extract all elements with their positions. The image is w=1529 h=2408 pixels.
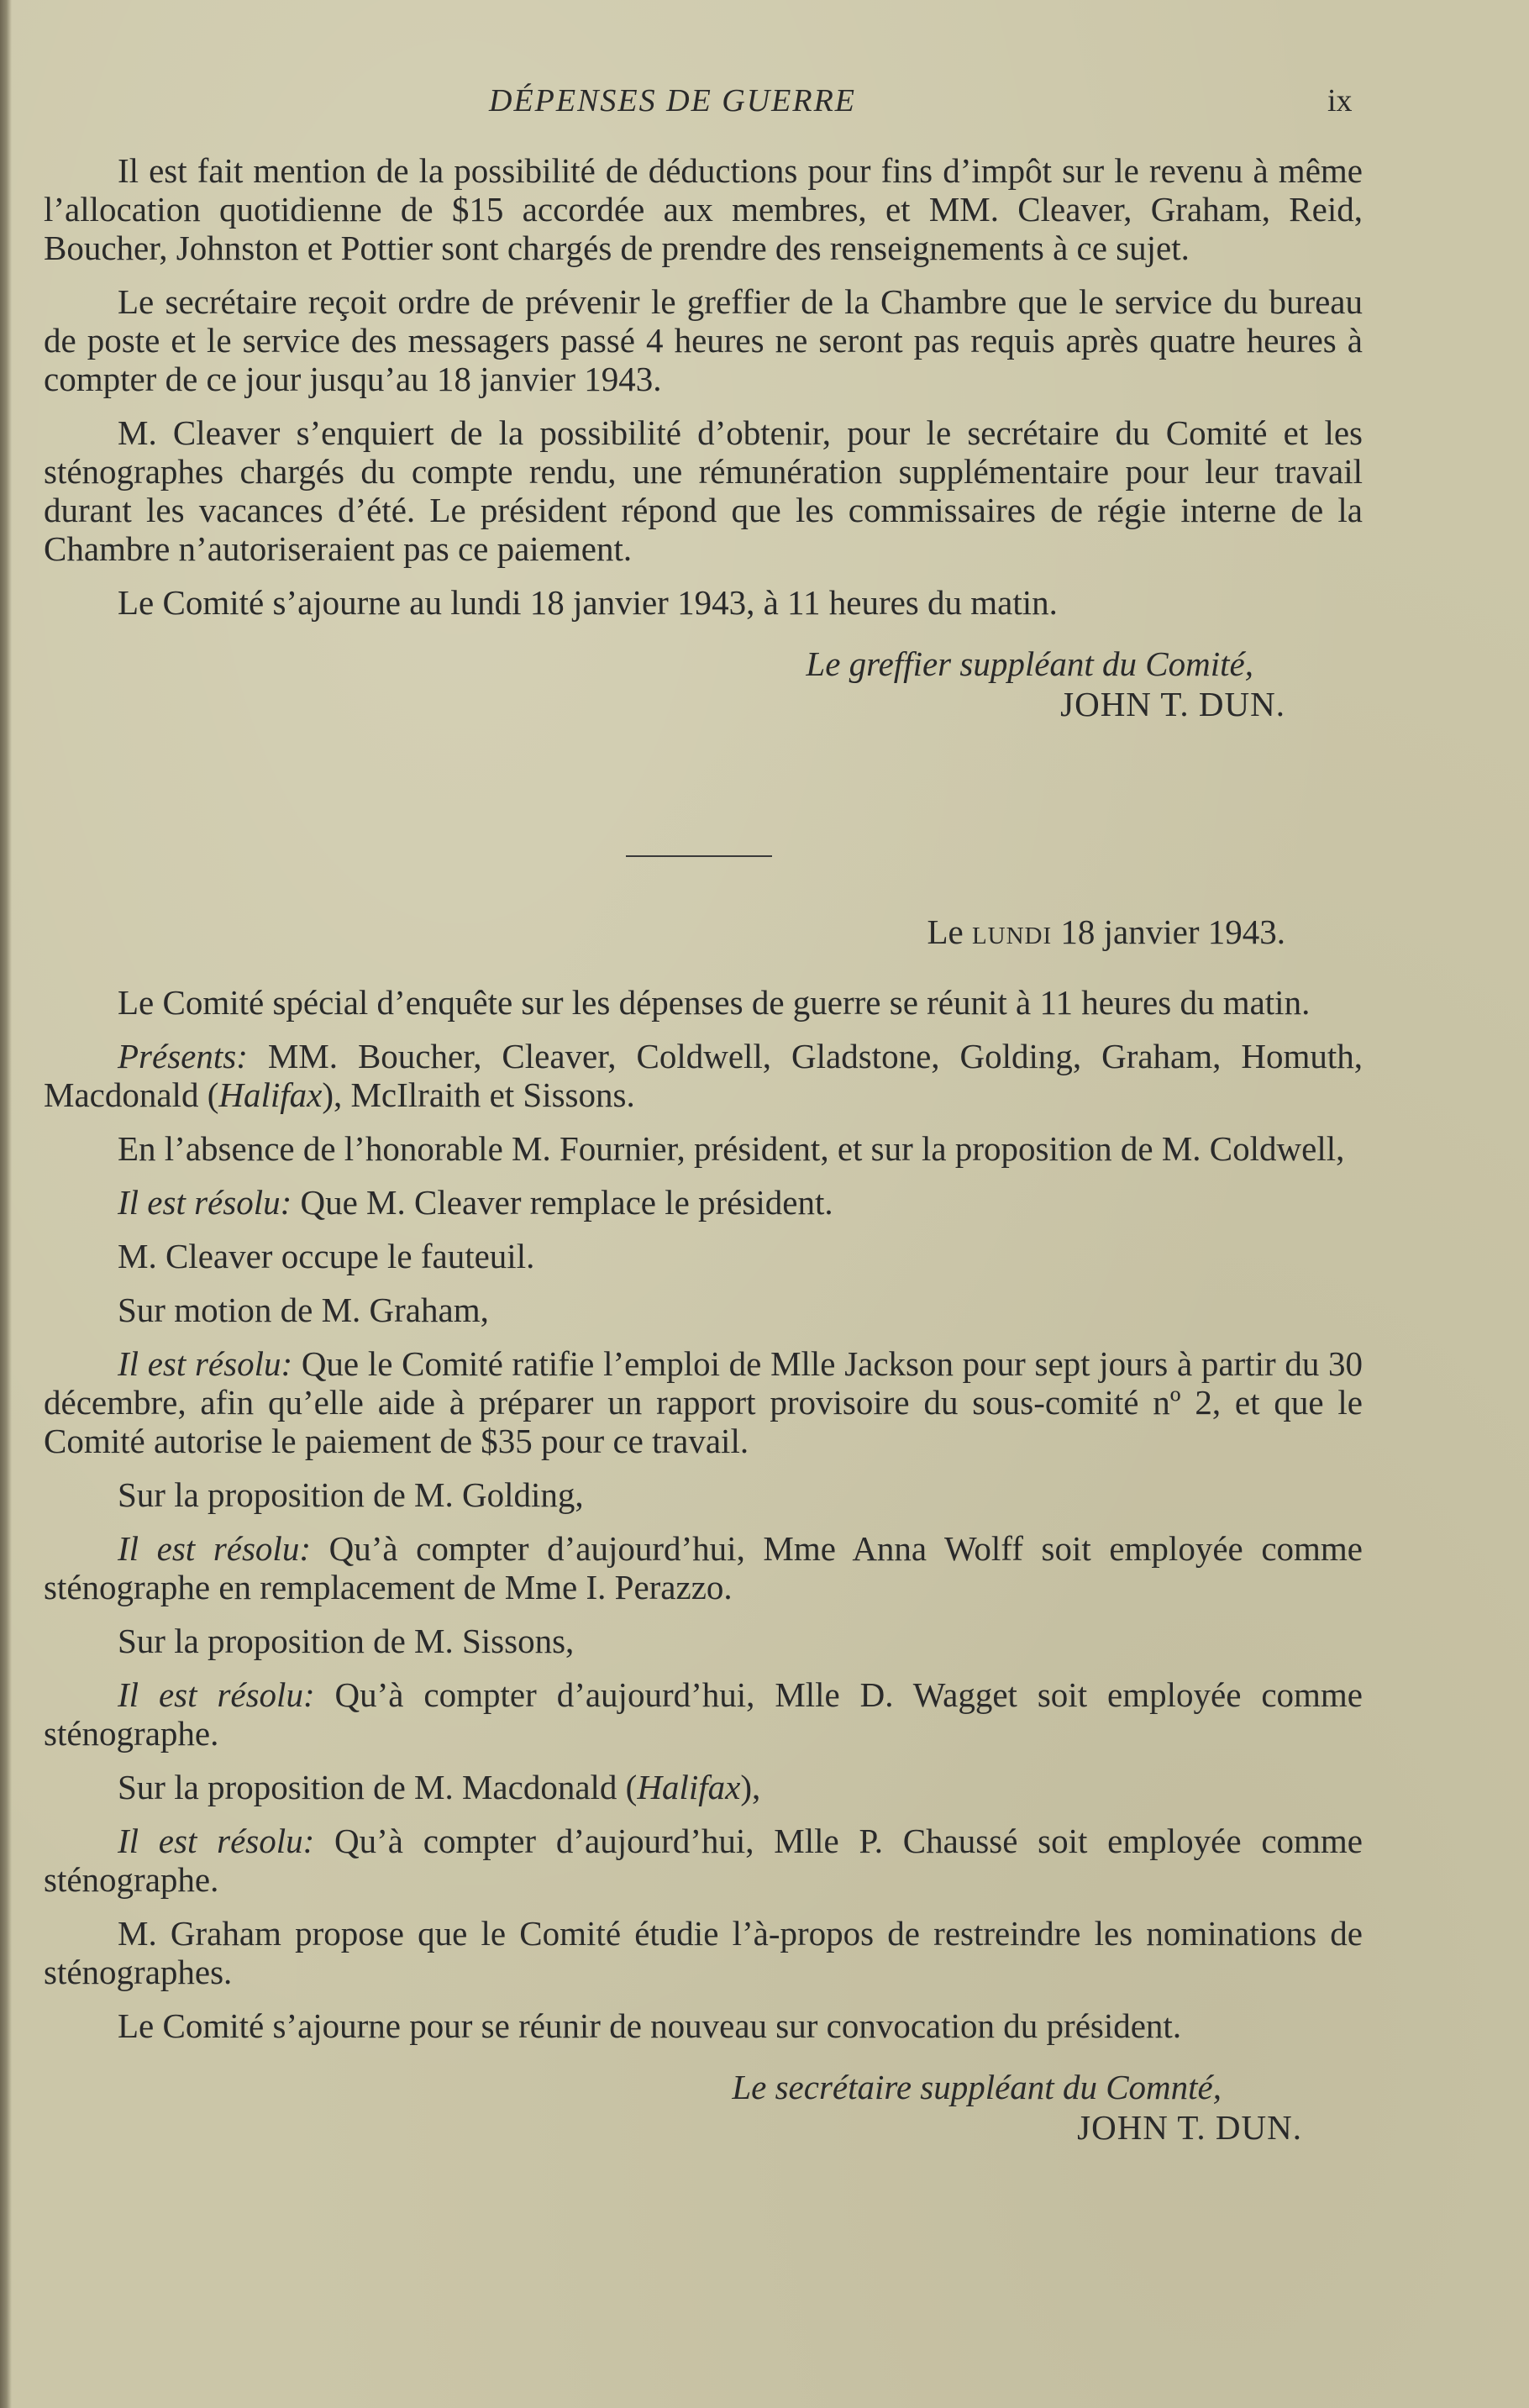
signature-title: Le greffier suppléant du Comité,: [806, 644, 1253, 683]
proposal-paragraph: M. Graham propose que le Comité étudie l’à-propos de restreindre les nominations de sténographes.: [44, 1914, 1363, 1991]
presents-text: MM. Boucher, Cleaver, Coldwell, Gladstone, Golding, Graham, Homuth, Macdonald (: [44, 1037, 1363, 1114]
signature-block: [44, 2067, 1363, 2148]
motion-paragraph: Sur la proposition de M. Golding,: [118, 1475, 584, 1514]
absence-paragraph: En l’absence de l’honorable M. Fournier, président, et sur la proposition de M. Coldwell,: [118, 1129, 1345, 1168]
motion-paragraph: Sur la proposition de M. Sissons,: [118, 1622, 575, 1660]
signature-block: [44, 644, 1363, 724]
resolution-label: Il est résolu:: [118, 1529, 311, 1568]
resolution-text: Qu’à compter d’aujourd’hui, Mlle D. Wagget soit employée comme sténographe.: [44, 1675, 1363, 1753]
presents-label: Présents:: [118, 1037, 248, 1075]
resolution-text: Que le Comité ratifie l’emploi de Mlle Jackson pour sept jours à partir du 30 décembre, afin qu’elle aide à préparer un rapport provisoire du sous-comité nº 2, et que le Comité autorise le paiement de $35 pour ce travail.: [44, 1344, 1363, 1460]
meeting-date: [0, 912, 1285, 951]
date-day: lundi: [971, 912, 1053, 951]
chair-paragraph: M. Cleaver occupe le fauteuil.: [118, 1237, 535, 1275]
resolution-paragraph: [44, 1822, 1363, 1899]
resolution-paragraph: [44, 1183, 1363, 1222]
paragraph: M. Cleaver s’enquiert de la possibilité d’obtenir, pour le secrétaire du Comité et les sténographes chargés du compte rendu, une rémunération supplémentaire pour leur travail durant les vacances d’été. Le président répond que les commissaires de régie interne de la Chambre n’autoriseraient pas ce paiement.: [44, 413, 1363, 568]
adjourn-paragraph: Le Comité s’ajourne pour se réunir de nouveau sur convocation du président.: [118, 2006, 1182, 2045]
resolution-paragraph: [44, 1675, 1363, 1753]
section-second-meeting: [44, 983, 1363, 2148]
motion-paragraph: [44, 1768, 1363, 1806]
resolution-text: Qu’à compter d’aujourd’hui, Mme Anna Wolff soit employée comme sténographe en remplacement de Mme I. Perazzo.: [44, 1529, 1363, 1606]
presents-paragraph: [44, 1037, 1363, 1114]
paragraph: Il est fait mention de la possibilité de déductions pour fins d’impôt sur le revenu à même l’allocation quotidienne de $15 accordée aux membres, et MM. Cleaver, Graham, Reid, Boucher, Johnston et Pottier sont chargés de prendre des renseignements à ce sujet.: [44, 151, 1363, 267]
motion-halifax: Halifax: [637, 1768, 741, 1806]
date-prefix: Le: [927, 912, 964, 951]
signature-name: JOHN T. DUN.: [1060, 685, 1285, 723]
book-spine-edge: [0, 0, 12, 2408]
paragraph: Le Comité s’ajourne au lundi 18 janvier 1943, à 11 heures du matin.: [118, 583, 1058, 622]
resolution-paragraph: [44, 1344, 1363, 1460]
section-first-meeting: [44, 151, 1363, 724]
running-head: [0, 82, 1529, 124]
motion-text-end: ),: [740, 1768, 761, 1806]
opening-paragraph: Le Comité spécial d’enquête sur les dépenses de guerre se réunit à 11 heures du matin.: [118, 983, 1311, 1022]
paragraph: Le secrétaire reçoit ordre de prévenir le greffier de la Chambre que le service du bureau de poste et le service des messagers passé 4 heures ne seront pas requis après quatre heures à compter de ce jour jusqu’au 18 janvier 1943.: [44, 282, 1363, 398]
signature-name: JOHN T. DUN.: [1077, 2108, 1302, 2147]
signature-title: Le secrétaire suppléant du Comnté,: [732, 2068, 1222, 2106]
resolution-text: Qu’à compter d’aujourd’hui, Mlle P. Chaussé soit employée comme sténographe.: [44, 1822, 1363, 1899]
resolution-text: Que M. Cleaver remplace le président.: [300, 1183, 833, 1222]
resolution-label: Il est résolu:: [118, 1675, 315, 1714]
presents-text-end: ), McIlraith et Sissons.: [322, 1075, 635, 1114]
resolution-label: Il est résolu:: [118, 1183, 292, 1222]
section-divider: [626, 855, 772, 857]
resolution-label: Il est résolu:: [118, 1344, 293, 1383]
resolution-label: Il est résolu:: [118, 1822, 315, 1860]
motion-text: Sur la proposition de M. Macdonald (: [118, 1768, 638, 1806]
motion-paragraph: Sur motion de M. Graham,: [118, 1291, 489, 1329]
presents-halifax: Halifax: [218, 1075, 323, 1114]
running-title: DÉPENSES DE GUERRE: [489, 83, 857, 118]
resolution-paragraph: [44, 1529, 1363, 1606]
date-rest: 18 janvier 1943.: [1060, 912, 1285, 951]
page-number: ix: [1327, 83, 1353, 118]
